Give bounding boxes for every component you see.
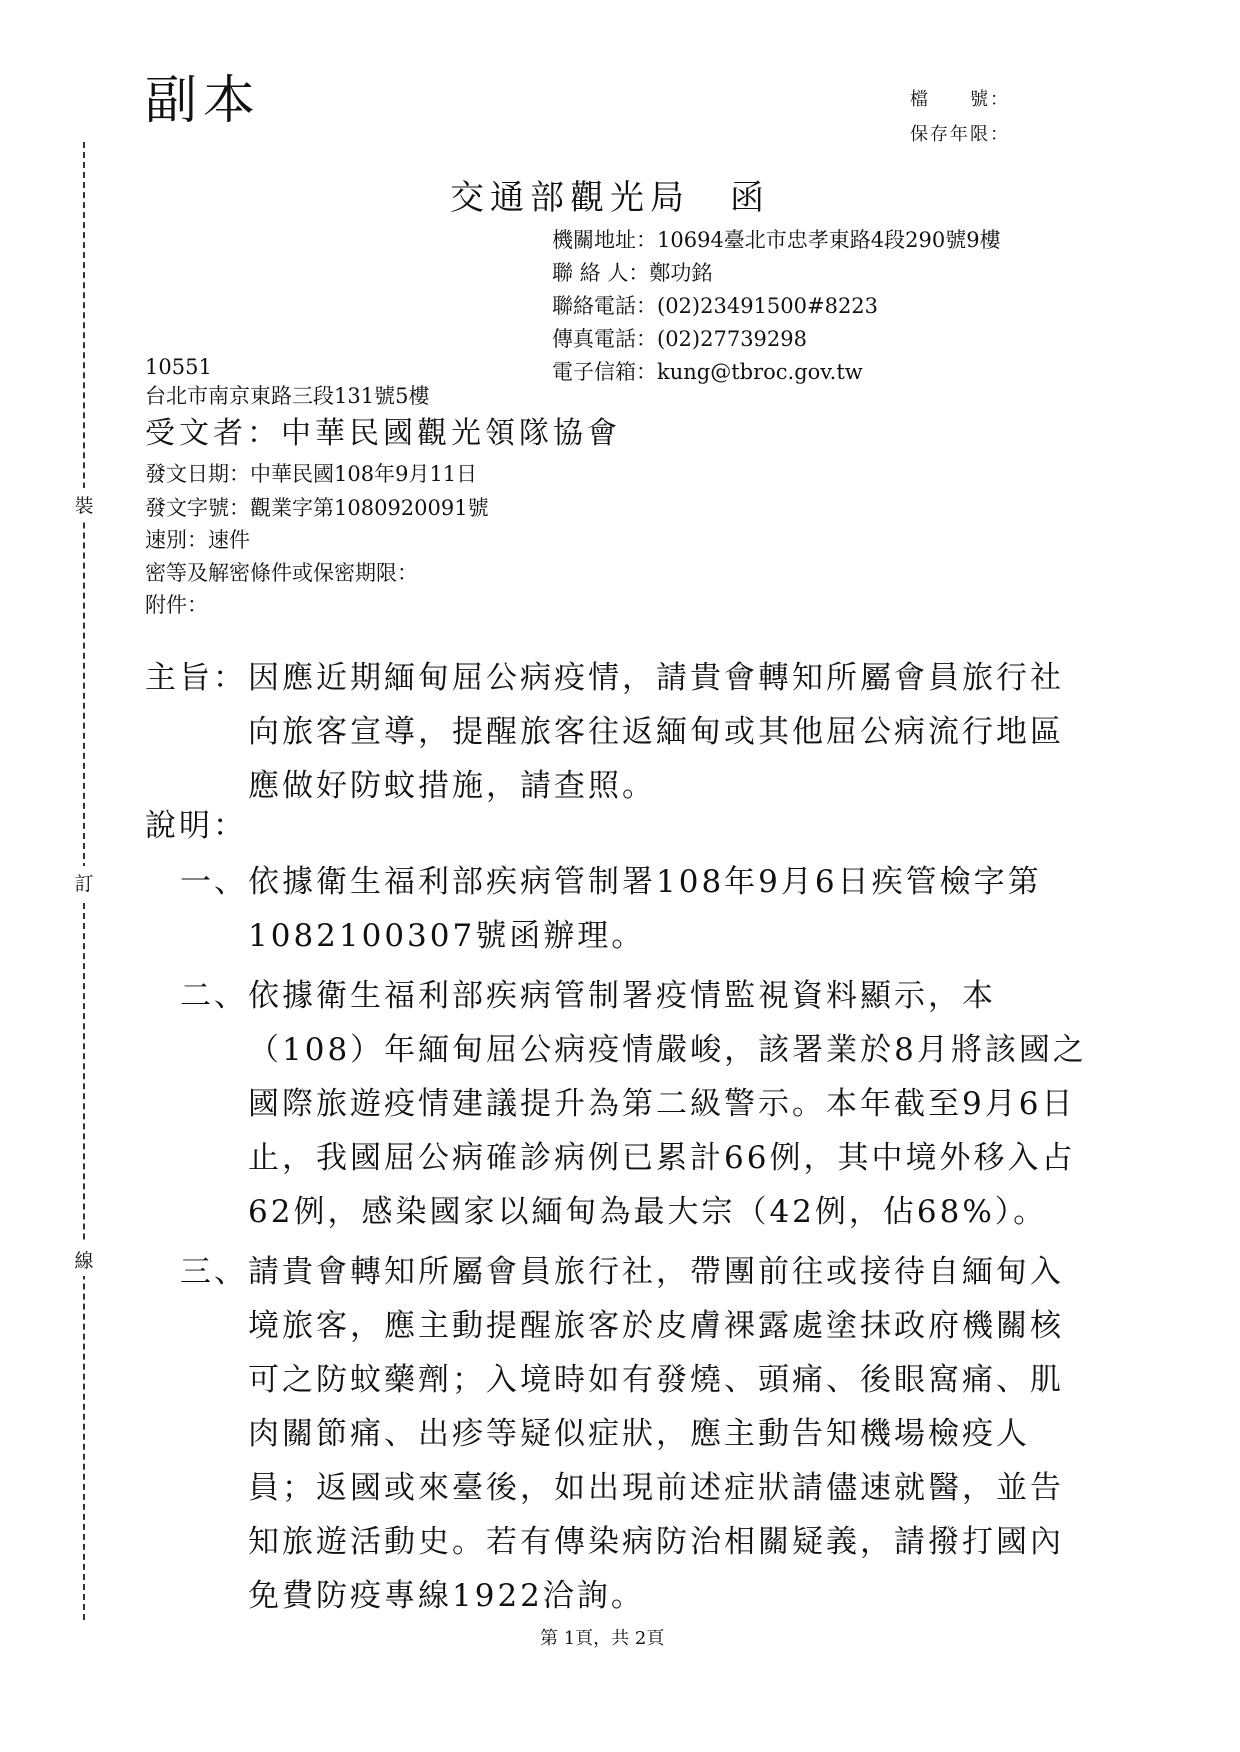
item-line: 免費防疫專線1922洽詢。: [248, 1578, 645, 1614]
recipient-postal-code: 10551: [145, 355, 212, 379]
priority: 速別：速件: [145, 528, 250, 552]
retention-period-label: 保存年限：: [910, 124, 1010, 145]
document-number: 發文字號：觀業字第1080920091號: [145, 496, 489, 520]
contact-person: 聯 絡 人：鄭功銘: [552, 261, 713, 285]
agency-title: 交通部觀光局 函: [450, 178, 770, 218]
item-line: 境旅客，應主動提醒旅客於皮膚裸露處塗抹政府機關核: [248, 1308, 1064, 1344]
item-line: 62例，感染國家以緬甸為最大宗（42例，佔68%）。: [248, 1194, 1048, 1230]
explanation-label: 說明：: [145, 808, 247, 844]
binding-mark-ding: 訂: [72, 866, 96, 899]
file-number-label: 檔 號：: [910, 89, 1010, 110]
contact-address: 機關地址：10694臺北市忠孝東路4段290號9樓: [552, 228, 1001, 252]
subject-line: 因應近期緬甸屈公病疫情，請貴會轉知所屬會員旅行社: [248, 660, 1064, 696]
item-line: 肉關節痛、出疹等疑似症狀，應主動告知機場檢疫人: [248, 1416, 1030, 1452]
item-line: 依據衛生福利部疾病管制署108年9月6日疾管檢字第: [248, 864, 1042, 900]
copy-mark: 副本: [145, 71, 262, 131]
item-line: 員；返國或來臺後，如出現前述症狀請儘速就醫，並告: [248, 1470, 1064, 1506]
item-line: 可之防蚊藥劑；入境時如有發燒、頭痛、後眼窩痛、肌: [248, 1362, 1064, 1398]
contact-fax: 傳真電話：(02)27739298: [552, 327, 807, 351]
item-line: 國際旅遊疫情建議提升為第二級警示。本年截至9月6日: [248, 1086, 1076, 1122]
binding-mark-zhuang: 裝: [72, 488, 96, 521]
subject-line: 應做好防蚊措施，請查照。: [248, 768, 656, 804]
item-number: 一、: [180, 864, 248, 900]
issue-date: 發文日期：中華民國108年9月11日: [145, 462, 478, 486]
item-line: （108）年緬甸屈公病疫情嚴峻，該署業於8月將該國之: [248, 1032, 1087, 1068]
recipient-address: 台北市南京東路三段131號5樓: [145, 384, 430, 408]
contact-email: 電子信箱：kung@tbroc.gov.tw: [552, 360, 863, 384]
page-number: 第 1頁，共 2頁: [540, 1628, 665, 1649]
recipient: 受文者：中華民國觀光領隊協會: [145, 416, 621, 451]
item-line: 知旅遊活動史。若有傳染病防治相關疑義，請撥打國內: [248, 1524, 1064, 1560]
item-line: 請貴會轉知所屬會員旅行社，帶團前往或接待自緬甸入: [248, 1254, 1064, 1290]
subject-line: 向旅客宣導，提醒旅客往返緬甸或其他屈公病流行地區: [248, 714, 1064, 750]
item-line: 止，我國屈公病確診病例已累計66例，其中境外移入占: [248, 1140, 1076, 1176]
contact-phone: 聯絡電話：(02)23491500#8223: [552, 294, 879, 318]
attachments: 附件：: [145, 593, 208, 617]
item-line: 1082100307號函辦理。: [248, 918, 646, 954]
item-line: 依據衛生福利部疾病管制署疫情監視資料顯示，本: [248, 978, 996, 1014]
item-number: 二、: [180, 978, 248, 1014]
classification: 密等及解密條件或保密期限：: [145, 561, 418, 585]
binding-mark-xian: 線: [72, 1243, 96, 1276]
subject-label: 主旨：: [145, 660, 247, 696]
item-number: 三、: [180, 1254, 248, 1290]
